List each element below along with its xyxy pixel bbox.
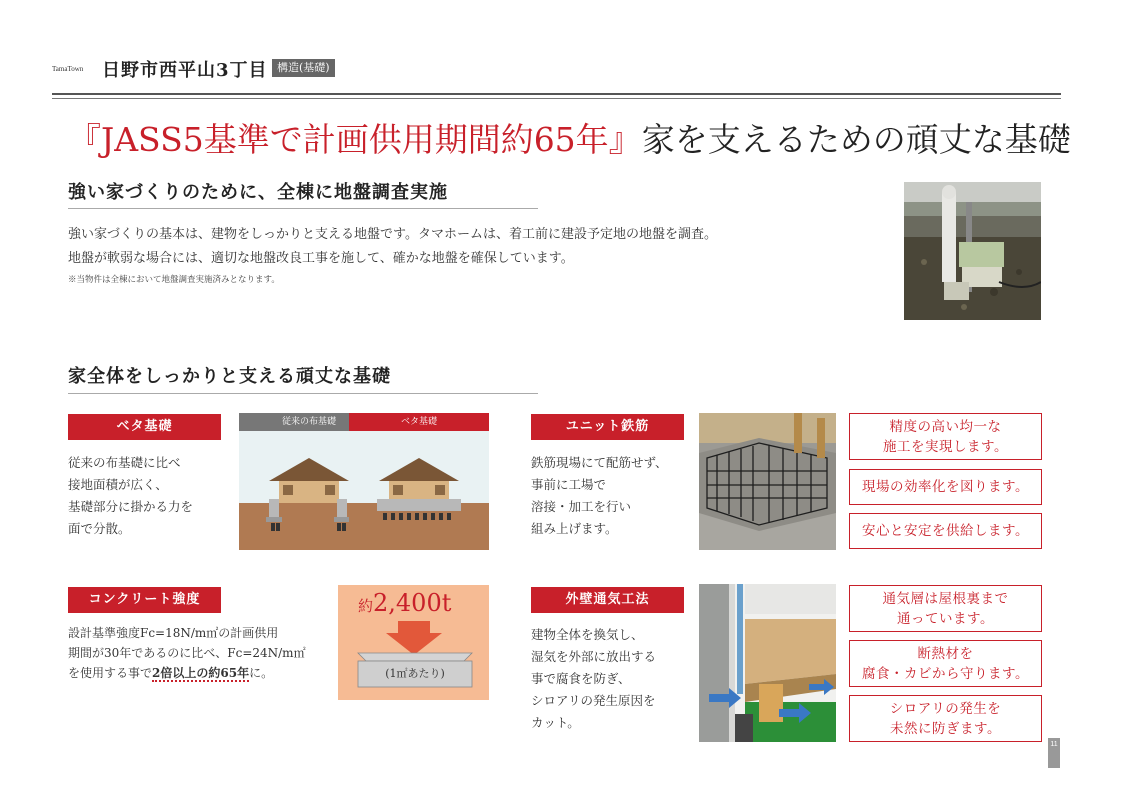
desc-line: 面で分散。 bbox=[68, 521, 131, 536]
unit-benefit-box-2: 現場の効率化を図ります。 bbox=[849, 469, 1042, 505]
unit-rebar-photo bbox=[699, 413, 836, 550]
value-prefix: 約 bbox=[358, 597, 374, 615]
beta-foundation-desc bbox=[68, 452, 193, 540]
desc-line: 事前に工場で bbox=[531, 477, 607, 492]
ground-survey-body bbox=[68, 223, 717, 271]
desc-line: 従来の布基礎に比べ bbox=[68, 455, 181, 470]
unit-benefit-box-3: 安心と安定を供給します。 bbox=[849, 513, 1042, 549]
section-title-foundation: 家全体をしっかりと支える頑丈な基礎 bbox=[68, 366, 391, 387]
ground-survey-note: ※当物件は全棟において地盤調査実施済みとなります。 bbox=[68, 275, 280, 285]
benefit-text: 腐食・カビから守ります。 bbox=[862, 665, 1029, 682]
unit-rebar-tag: ユニット鉄筋 bbox=[531, 414, 684, 440]
category-badge: 構造(基礎) bbox=[272, 59, 335, 77]
emphasis-text: 2倍以上の約65年 bbox=[152, 666, 250, 680]
value-number: 2,400t bbox=[373, 589, 452, 617]
brand-name: TamaTown bbox=[52, 65, 84, 73]
desc-line bbox=[68, 663, 306, 683]
section-rule bbox=[68, 393, 538, 394]
desc-line: 期間が30年であるのに比べ、Fc=24N/m㎡ bbox=[68, 646, 306, 660]
header-divider-thin bbox=[52, 98, 1061, 99]
desc-text: を使用する事で bbox=[68, 666, 153, 680]
ground-survey-photo bbox=[904, 182, 1041, 320]
vent-benefit-box-1 bbox=[849, 585, 1042, 632]
page-title-highlight: 『JASS5基準で計画供用期間約65年』 bbox=[68, 120, 642, 159]
beta-foundation-diagram bbox=[349, 413, 489, 550]
wall-ventilation-illustration bbox=[699, 584, 836, 742]
desc-line: 建物全体を換気し、 bbox=[531, 627, 644, 642]
desc-line: 基礎部分に掛かる力を bbox=[68, 499, 194, 514]
vent-benefit-box-2 bbox=[849, 640, 1042, 687]
beta-foundation-illustration bbox=[349, 413, 489, 550]
desc-line: カット。 bbox=[531, 715, 580, 730]
concrete-strength-tag: コンクリート強度 bbox=[68, 587, 221, 613]
page-title-main: 家を支えるための頑丈な基礎 bbox=[641, 120, 1071, 159]
desc-line: シロアリの発生原因を bbox=[531, 693, 656, 708]
desc-text: に。 bbox=[249, 666, 274, 680]
desc-line: 湿気を外部に放出する bbox=[531, 649, 657, 664]
unit-benefit-box-1 bbox=[849, 413, 1042, 460]
concrete-weight-panel bbox=[338, 585, 489, 700]
unit-rebar-desc bbox=[531, 452, 668, 540]
concrete-unit-label: (1㎡あたり) bbox=[385, 667, 445, 680]
desc-line: 接地面積が広く、 bbox=[68, 477, 168, 492]
desc-line: 事で腐食を防ぎ、 bbox=[531, 671, 631, 686]
benefit-text: シロアリの発生を bbox=[889, 700, 1002, 717]
beta-foundation-label: ベタ基礎 bbox=[349, 413, 489, 431]
property-title: 日野市西平山3丁目 bbox=[102, 60, 268, 81]
strip-foundation-label: 従来の布基礎 bbox=[239, 413, 379, 431]
desc-line: 溶接・加工を行い bbox=[531, 499, 632, 514]
beta-foundation-tag: ベタ基礎 bbox=[68, 414, 221, 440]
section-rule bbox=[68, 208, 538, 209]
benefit-text: 通気層は屋根裏まで bbox=[882, 590, 1009, 607]
benefit-text: 施工を実現します。 bbox=[883, 438, 1008, 455]
wall-ventilation-desc bbox=[531, 624, 656, 734]
desc-line: 組み上げます。 bbox=[531, 521, 618, 536]
desc-line: 設計基準強度Fc=18N/m㎡の計画供用 bbox=[68, 626, 279, 640]
benefit-text: 未然に防ぎます。 bbox=[890, 720, 1001, 737]
body-line: 地盤が軟弱な場合には、適切な地盤改良工事を施して、確かな地盤を確保しています。 bbox=[68, 251, 574, 266]
wall-ventilation-tag: 外壁通気工法 bbox=[531, 587, 684, 613]
pressure-arrow-illustration bbox=[338, 585, 489, 700]
benefit-text: 通っています。 bbox=[897, 610, 994, 627]
body-line: 強い家づくりの基本は、建物をしっかりと支える地盤です。タマホームは、着工前に建設予定地の地盤を調査。 bbox=[68, 227, 717, 242]
vent-benefit-box-3 bbox=[849, 695, 1042, 742]
benefit-text: 断熱材を bbox=[917, 645, 974, 662]
section-title-ground-survey: 強い家づくりのために、全棟に地盤調査実施 bbox=[68, 182, 448, 203]
page-number: 11 bbox=[1048, 738, 1060, 768]
concrete-strength-desc bbox=[68, 623, 306, 683]
benefit-text: 精度の高い均一な bbox=[889, 418, 1002, 435]
desc-line: 鉄筋現場にて配筋せず、 bbox=[531, 455, 668, 470]
page-title bbox=[68, 114, 1071, 161]
header-divider bbox=[52, 93, 1061, 95]
